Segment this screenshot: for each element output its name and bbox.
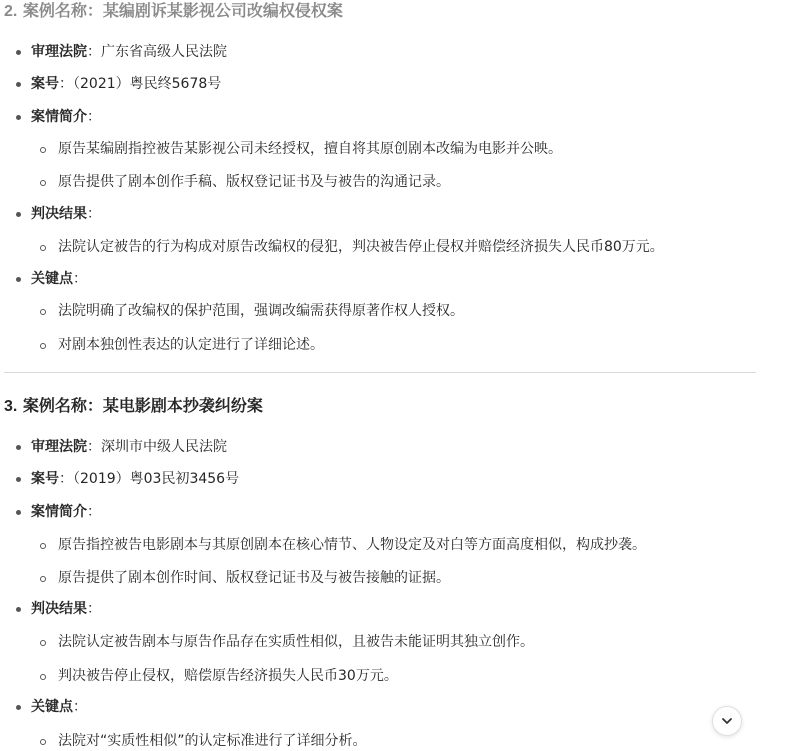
- list-item: 原告提供了剧本创作时间、版权登记证书及与被告接触的证据。: [58, 570, 450, 586]
- result-label: 判决结果: [31, 601, 87, 617]
- list-item: 原告指控被告电影剧本与其原创剧本在核心情节、人物设定及对白等方面高度相似，构成抄袭。: [58, 537, 646, 553]
- case-number-label: 案号: [31, 471, 59, 487]
- result-colon: ：: [87, 206, 101, 222]
- chevron-down-icon: [720, 714, 734, 728]
- summary-row: [31, 502, 101, 522]
- key-points-row: [31, 269, 87, 289]
- sub-bullet: [40, 309, 46, 315]
- list-item: 法院认定被告剧本与原告作品存在实质性相似，且被告未能证明其独立创作。: [58, 634, 534, 650]
- case-number: 3.: [4, 398, 18, 415]
- list-bullet: [16, 510, 21, 515]
- key-points-row: [31, 697, 87, 717]
- result-label: 判决结果: [31, 206, 87, 222]
- sub-bullet: [40, 739, 46, 745]
- case-number-label: 案号: [31, 76, 59, 92]
- section-divider: [4, 372, 756, 373]
- court-value: ：广东省高级人民法院: [87, 44, 227, 60]
- case-title: 案例名称：某编剧诉某影视公司改编权侵权案: [22, 1, 343, 20]
- court-row: [31, 42, 227, 62]
- case-heading: [4, 1, 343, 22]
- scroll-down-button[interactable]: [712, 706, 742, 736]
- case-heading: [4, 396, 263, 417]
- summary-label: 案情简介: [31, 109, 87, 125]
- case-title: 案例名称：某电影剧本抄袭纠纷案: [22, 396, 263, 415]
- list-item: 原告提供了剧本创作手稿、版权登记证书及与被告的沟通记录。: [58, 174, 450, 190]
- list-item: 法院对“实质性相似”的认定标准进行了详细分析。: [58, 733, 367, 749]
- list-bullet: [16, 477, 21, 482]
- key-points-label: 关键点: [31, 699, 73, 715]
- case-number-row: [31, 74, 221, 94]
- list-item: 法院认定被告的行为构成对原告改编权的侵犯，判决被告停止侵权并赔偿经济损失人民币80万元。: [58, 239, 664, 255]
- sub-bullet: [40, 147, 46, 153]
- summary-colon: ：: [87, 109, 101, 125]
- sub-bullet: [40, 640, 46, 646]
- list-item: 判决被告停止侵权，赔偿原告经济损失人民币30万元。: [58, 668, 398, 684]
- court-label: 审理法院: [31, 44, 87, 60]
- key-points-label: 关键点: [31, 271, 73, 287]
- list-item: 对剧本独创性表达的认定进行了详细论述。: [58, 337, 324, 353]
- court-value: ：深圳市中级人民法院: [87, 439, 227, 455]
- key-points-colon: ：: [73, 271, 87, 287]
- result-row: [31, 599, 101, 619]
- list-bullet: [16, 115, 21, 120]
- list-item: 法院明确了改编权的保护范围，强调改编需获得原著作权人授权。: [58, 303, 464, 319]
- list-bullet: [16, 50, 21, 55]
- sub-bullet: [40, 576, 46, 582]
- sub-bullet: [40, 180, 46, 186]
- list-bullet: [16, 212, 21, 217]
- summary-colon: ：: [87, 504, 101, 520]
- court-label: 审理法院: [31, 439, 87, 455]
- case-number-value: ：（2021）粤民终5678号: [59, 76, 222, 92]
- list-bullet: [16, 277, 21, 282]
- case-number: 2.: [4, 3, 18, 20]
- list-bullet: [16, 607, 21, 612]
- summary-label: 案情简介: [31, 504, 87, 520]
- key-points-colon: ：: [73, 699, 87, 715]
- result-colon: ：: [87, 601, 101, 617]
- list-bullet: [16, 445, 21, 450]
- case-number-value: ：（2019）粤03民初3456号: [59, 471, 240, 487]
- list-item: 原告某编剧指控被告某影视公司未经授权，擅自将其原创剧本改编为电影并公映。: [58, 141, 562, 157]
- case-number-row: [31, 469, 239, 489]
- sub-bullet: [40, 543, 46, 549]
- result-row: [31, 204, 101, 224]
- sub-bullet: [40, 674, 46, 680]
- list-bullet: [16, 82, 21, 87]
- court-row: [31, 437, 227, 457]
- sub-bullet: [40, 343, 46, 349]
- list-bullet: [16, 705, 21, 710]
- summary-row: [31, 107, 101, 127]
- sub-bullet: [40, 245, 46, 251]
